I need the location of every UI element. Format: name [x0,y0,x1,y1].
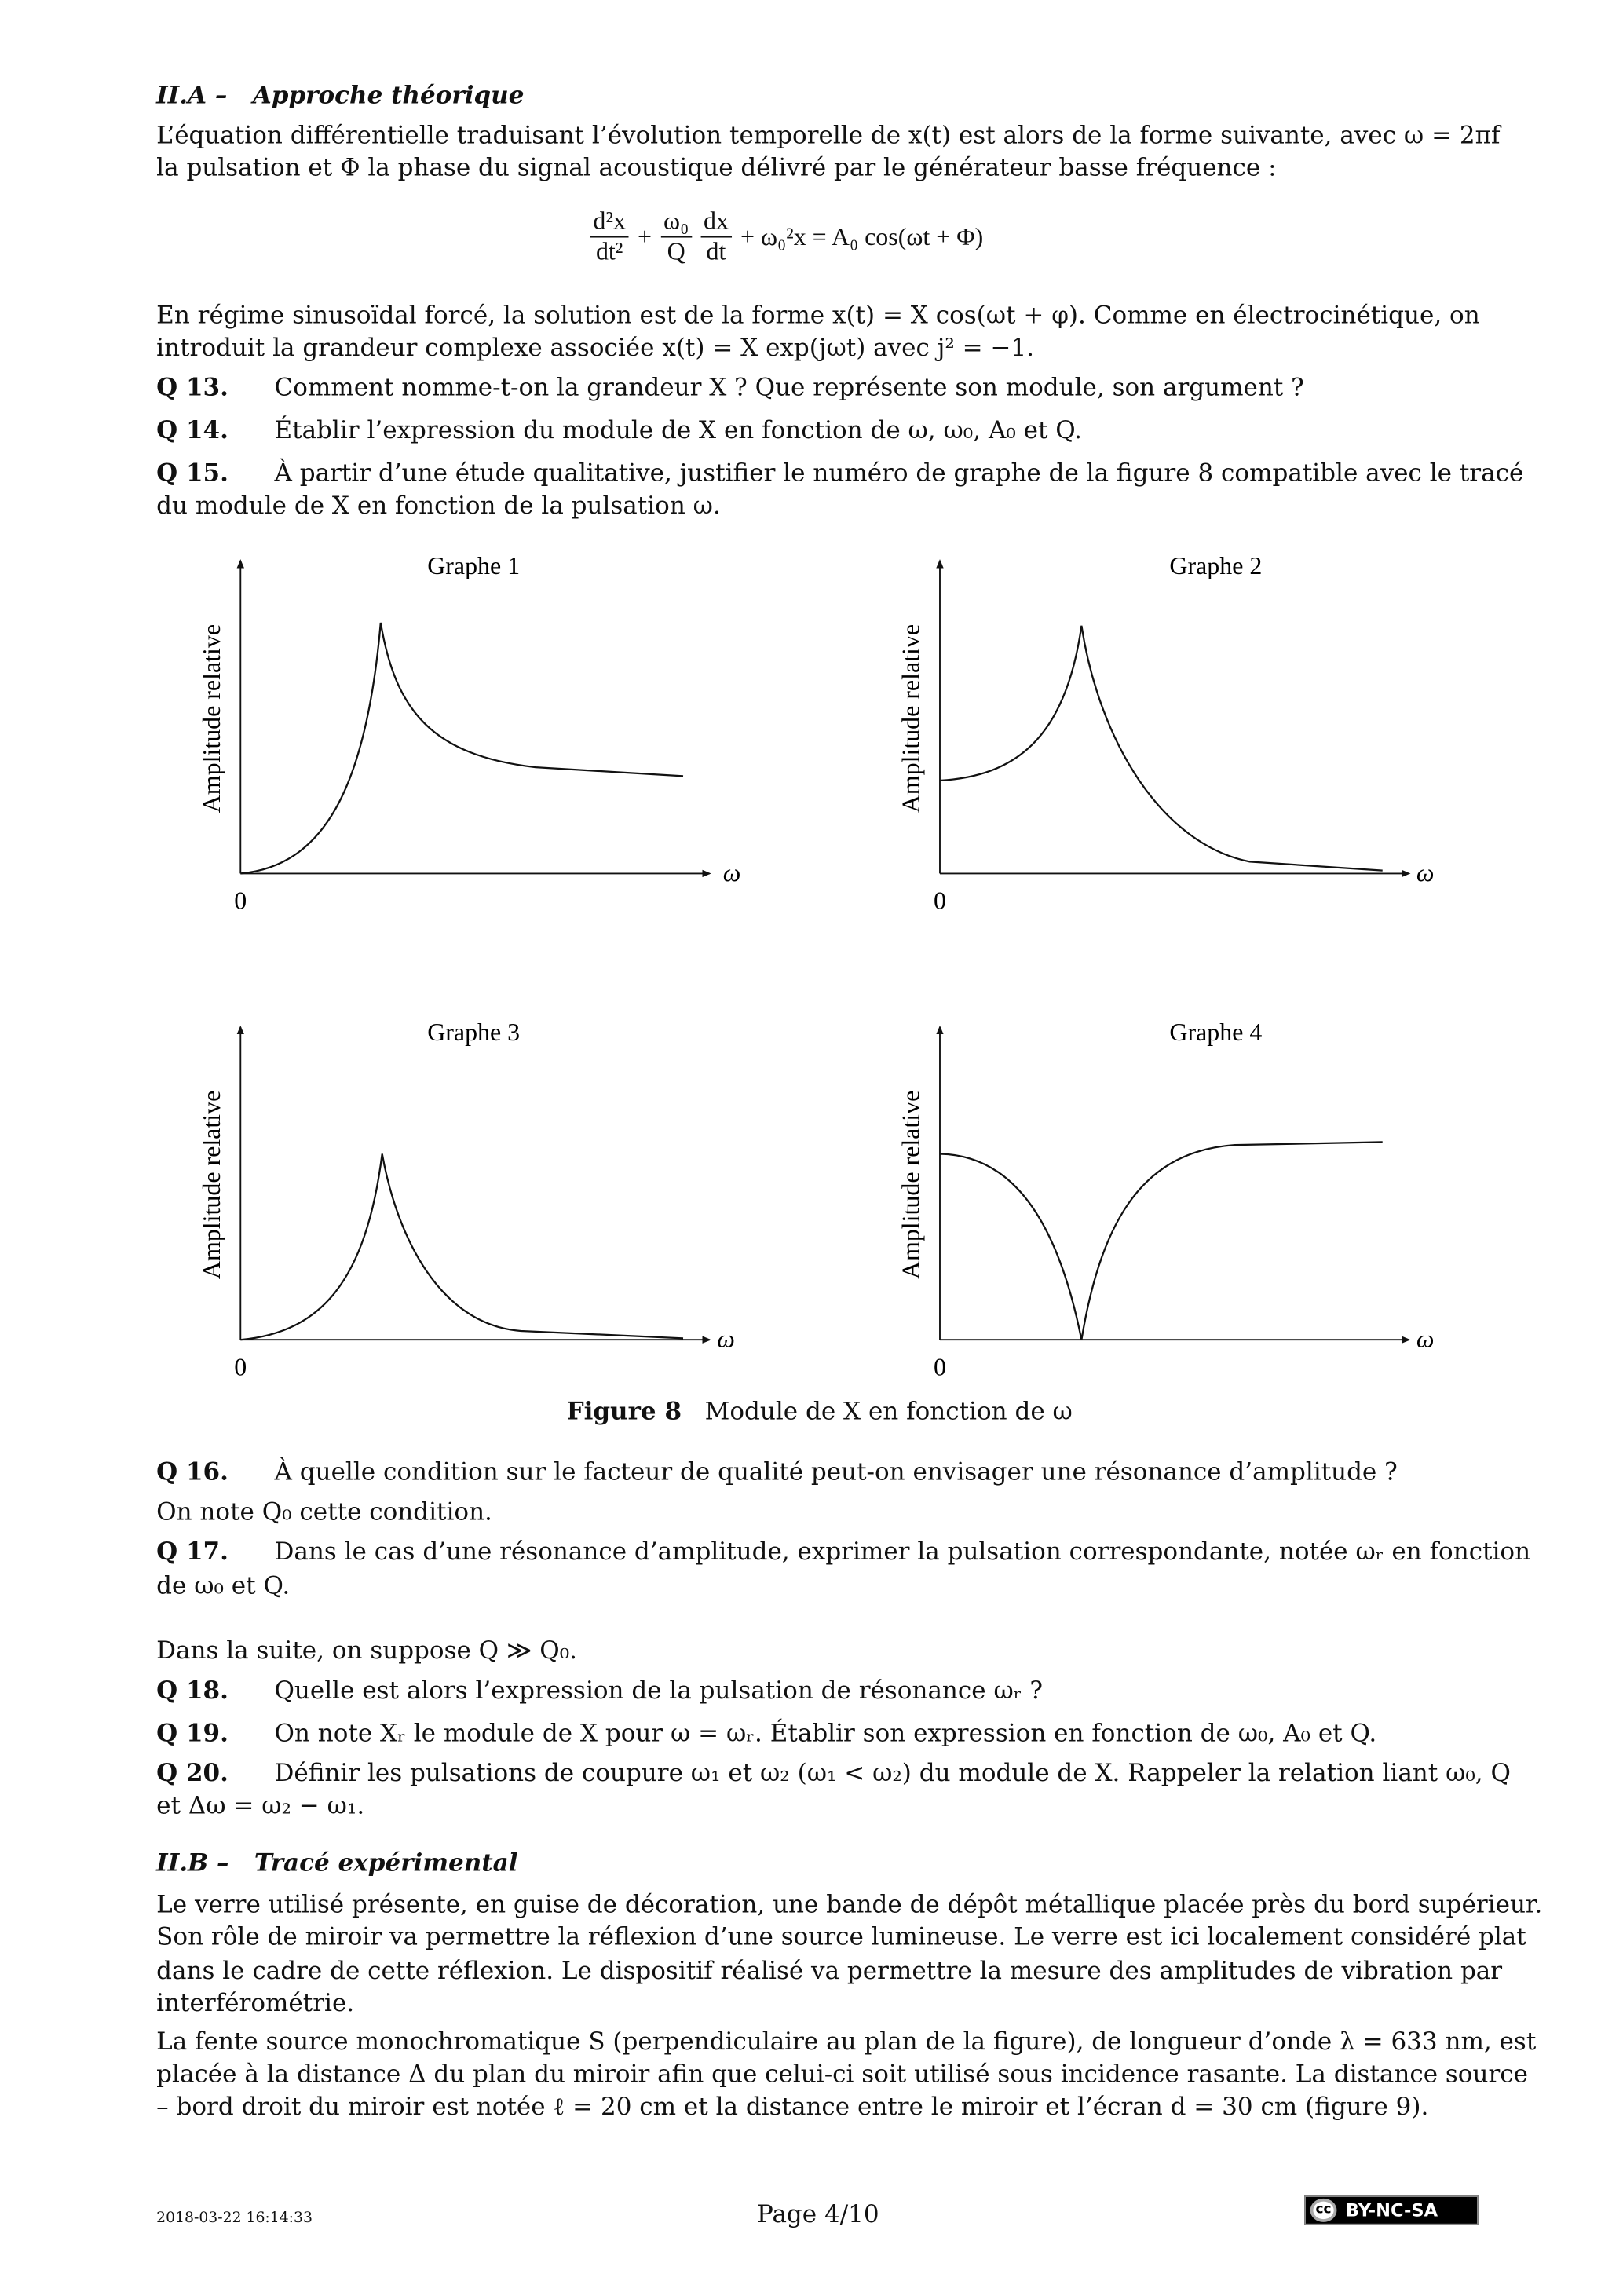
question-number: Q 16. [156,1457,228,1486]
eq-den: dt² [595,237,623,266]
x-axis-label: ω [722,858,741,887]
question-number: Q 14. [156,415,228,444]
section-title: Tracé expérimental [254,1848,518,1877]
graph-3 [198,1018,735,1381]
y-axis-label: Amplitude relative [197,1090,225,1280]
question-20-cont: et Δω = ω₂ − ω₁. [156,1791,365,1819]
q16-note: On note Q₀ cette condition. [156,1497,492,1526]
graph-title: Graphe 3 [427,1018,521,1046]
curve [940,1142,1383,1340]
curve [240,1153,683,1340]
question-19 [156,1719,1376,1749]
eq-num: ω₀ [660,207,692,237]
paragraph-line: interférométrie. [156,1989,355,2017]
graph-title: Graphe 4 [1169,1018,1263,1046]
question-text: Établir l’expression du module de X en fonction de ω, ω₀, A₀ et Q. [274,415,1083,444]
question-text: À partir d’une étude qualitative, justifier le numéro de graphe de la figure 8 compatible avec le tracé [274,459,1524,488]
question-text: On note Xᵣ le module de X pour ω = ωᵣ. Établir son expression en fonction de ω₀, A₀ et Q. [274,1719,1377,1747]
paragraph-line: – bord droit du miroir est notée ℓ = 20 cm et la distance entre le miroir et l’écran d = 30 cm (figure 9). [156,2092,1429,2121]
y-axis-label: Amplitude relative [897,1090,925,1280]
question-17 [156,1537,1530,1567]
eq-rest: + ω₀²x = A₀ cos(ωt + Φ) [740,221,984,250]
curve [240,623,683,873]
question-text: Définir les pulsations de coupure ω₁ et ω₂ (ω₁ < ω₂) du module de X. Rappeler la relation liant ω₀, Q [274,1758,1511,1787]
question-text: À quelle condition sur le facteur de qualité peut-on envisager une résonance d’amplitude ? [274,1457,1398,1486]
question-number: Q 20. [156,1758,228,1787]
graph-4 [897,1018,1435,1381]
figure-label: Figure 8 [566,1397,682,1426]
question-20 [156,1759,1511,1789]
eq-num: d²x [590,207,629,237]
regime-line: En régime sinusoïdal forcé, la solution est de la forme x(t) = X cos(ωt + φ). Comme en électrocinétique, on [156,301,1480,330]
footer-date: 2018-03-22 16:14:33 [156,2210,313,2227]
origin-label: 0 [934,887,946,915]
eq-num: dx [700,207,731,237]
x-axis-label: ω [1416,858,1435,887]
paragraph-line: Son rôle de miroir va permettre la réflexion d’une source lumineuse. Le verre est ici localement considéré plat [156,1922,1526,1951]
creative-commons-icon: cc [1310,2199,1337,2222]
eq-den: Q [667,237,685,266]
y-axis-label: Amplitude relative [197,623,225,813]
question-number: Q 13. [156,373,228,402]
x-axis-label: ω [1416,1325,1435,1353]
suite-text: Dans la suite, on suppose Q ≫ Q₀. [156,1636,577,1665]
x-axis-label: ω [717,1325,735,1353]
section-number: II.B – [156,1848,229,1877]
section-heading-b [156,1849,517,1879]
license-text: BY-NC-SA [1345,2199,1438,2221]
question-number: Q 15. [156,459,228,488]
figure-caption [567,1398,1073,1428]
license-badge [1304,2195,1479,2225]
paragraph-line: dans le cadre de cette réflexion. Le dispositif réalisé va permettre la mesure des amplitudes de vibration par [156,1956,1503,1985]
origin-label: 0 [234,887,247,915]
question-18 [156,1676,1043,1706]
page-number: Page 4/10 [756,2199,879,2228]
question-number: Q 18. [156,1676,228,1705]
figure-caption-text: Module de X en fonction de ω [704,1397,1073,1426]
question-17-cont: de ω₀ et Q. [156,1571,291,1600]
curve [940,626,1383,871]
graph-title: Graphe 1 [427,551,521,579]
question-text: Dans le cas d’une résonance d’amplitude, exprimer la pulsation correspondante, notée ωᵣ en fonction [274,1537,1531,1566]
intro-line: la pulsation et Φ la phase du signal acoustique délivré par le générateur basse fréquence : [156,153,1277,182]
question-number: Q 17. [156,1537,228,1566]
question-number: Q 19. [156,1719,228,1747]
graph-1 [198,552,740,915]
paragraph-line: placée à la distance Δ du plan du miroir afin que celui-ci soit utilisé sous incidence rasante. La distance source [156,2060,1528,2088]
y-axis-label: Amplitude relative [897,623,925,813]
section-number: II.A – [156,81,228,110]
origin-label: 0 [234,1353,247,1381]
intro-line: L’équation différentielle traduisant l’évolution temporelle de x(t) est alors de la forme suivante, avec ω = 2πf [156,121,1501,149]
eq-den: dt [706,237,726,266]
eq-plus: + [637,221,652,250]
question-15-cont: du module de X en fonction de la pulsation ω. [156,491,721,520]
paragraph-line: La fente source monochromatique S (perpendiculaire au plan de la figure), de longueur d’onde λ = 633 nm, est [156,2027,1537,2056]
origin-label: 0 [934,1353,946,1381]
graph-title: Graphe 2 [1169,551,1263,579]
question-text: Quelle est alors l’expression de la pulsation de résonance ωᵣ ? [274,1676,1043,1705]
regime-line: introduit la grandeur complexe associée x(t) = X exp(jωt) avec j² = −1. [156,333,1035,362]
graph-2 [897,552,1435,915]
question-text: Comment nomme-t-on la grandeur X ? Que représente son module, son argument ? [274,373,1304,402]
paragraph-line: Le verre utilisé présente, en guise de décoration, une bande de dépôt métallique placée près du bord supérieur. [156,1890,1543,1918]
question-16 [156,1458,1398,1488]
section-title: Approche théorique [252,81,525,110]
